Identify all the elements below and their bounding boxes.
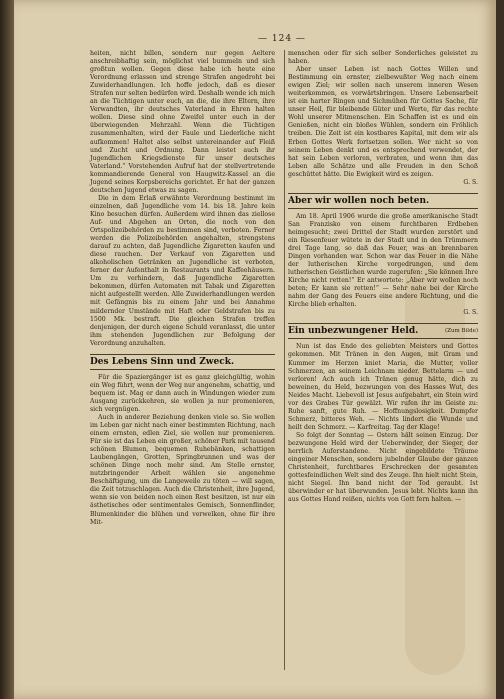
article-paragraph: Auch in anderer Beziehung denken viele so. Sie wollen im Leben gar nicht nach einer bestimmten Richtung, nach einem ernsten, edlen Ziel, sie wollen nur promenieren. Für sie ist das Leben ein großer, schöner Park mit tausend schönen Blumen, bequemen Ruhebänken, schattigen Laubengängen, Grotten, Springbrunnen und was der schönen Dinge noch mehr sind. Am Stelle ernster, nutzbringender Arbeit wählen sie angenehme Beschäftigung, um die Langeweile zu töten — will sagen, die Zeit totzuschlagen. Auch die Christenheit, ihre Jugend, wenn sie von beiden noch einen Rest besitzen, ist nur ein ästhetisches oder sentimentales Gemisch, Sonnenflinder, Blumenkinder die blühen und verwelken, ohne für ihre Mit- <box>90 413 275 526</box>
heading-note: (Zum Bilde) <box>445 328 478 335</box>
left-column <box>90 50 275 527</box>
article-paragraph: Nun ist das Ende des geliebten Meisters und Gottes gekommen. Mit Tränen in den Augen, mit Gram und Kummer im Herzen kniet Maria, die Mutter, voller Schmerzen, an seinem Leichnam nieder. Bettelarm — und verloren! Ach auch ich Tränen genug hätte, dich zu beweinen, du Held, bezwungen von des Hasses Wut, des Neides Macht. Liebevoll ist Jesus aufgebahrt, ein Stein wird vor des Grabes Tür gewälzt. Wir rufen ihr im Geiste zu: Ruhe sanft, gute Ruh. — Hoffnungslosigkeit. Dumpfer Schmerz, bitteres Weh. — Nichts lindert die Wunde und heilt den Schmerz. — Karfreitag. Tag der Klage! <box>288 343 478 431</box>
article-paragraph: Für die Spaziergänger ist es ganz gleichgültig, wohin ein Weg führt, wenn der Weg nur angenehm, schattig, und bequem ist. Mag er dann auch in Windungen wieder zum Ausgang zurückkehren, sie wollen ja nur promenieren, sich vergnügen. <box>90 373 275 413</box>
signature: G. S. <box>463 178 478 186</box>
section-heading <box>90 354 275 370</box>
section-heading <box>288 323 478 339</box>
article-paragraph: menschen oder für sich selber Sonderliches geleistet zu haben. <box>288 50 478 66</box>
heading-title: Ein unbezwungener Held. <box>288 326 419 337</box>
right-column <box>288 50 478 504</box>
column-rule <box>284 50 285 670</box>
heading-title: Des Lebens Sinn und Zweck. <box>90 356 235 367</box>
article-paragraph: Aber unser Leben ist nach Gottes Willen und Bestimmung ein ernster, zielbewußter Weg nach einem ewigen Ziel; wir sollen nach unserem inneren Wesen weiterkommen, es vorwärtsbringen. Unsere Lebensarbeit ist ein harter Ringen und Sichmühen für Gottes Sache, für unser Heil, für bleibende Güter und Werte, für das rechte Wohl unserer Mitmenschen. Ein Schaffen ist es und ein Genießen, nicht ein bloßes Wühlen, sondern ein Fröhlich treiben. Die Zeit ist ein kostbares Kapital, mit dem wir als Erben Gottes Werk fortsetzen sollen. Wer nicht so von seinem Leben denkt und es entsprechend verwendet, der hat sein Leben verloren, verbraten, und wenn ihm das Leben alle Schätze und alle Freuden in den Schoß geschüttet hätte. Die Ewigkeit wird es zeigen. <box>288 66 478 178</box>
page-number: — 124 — <box>258 34 306 44</box>
article-paragraph: So folgt der Sonntag — Ostern hält seinen Einzug. Der bezwungene Held wird der Ueberwinder, der Sieger, der herrlich Auferstandene. Nicht eingebildete Träume eingeiner Menschen, sondern jubelnder Glaube der ganzen Christenheit, furchtbares Erschrecken der gesamten gottesfeindlichen Welt sind des Zeuge. Ihn hielt nicht Stein, nicht Siegel. Ihn band nicht der Tod geraubt. Ist überwinder er hat überwunden. Jesus lebt. Nichts kann ihn aus Gottes Hand reißen, nichts von Gott fern halten. — <box>288 431 478 504</box>
article-paragraph: Am 18. April 1906 wurde die große amerikanische Stadt San Franzisko von einem furchtbaren Erdbeben heimgesucht; zwei Drittel der Stadt wurden zerstört und ein Riesenfeuer wütete in der Stadt und in den Trümmern drei Tage lang, so daß das Feuer, was an brennbaren Dingen vorhanden war. Schon war das Feuer in die Nähe der lutherischen Kirche vorgedrungen, und dem lutherischen Geistlichen wurde zugerufen: „Sie können Ihre Kirche nicht retten!“ Er antwortete: „Aber wir wollen noch beten; Er kann sie retten!“ — Sehr nahe bei der Kirche nahm der Gang des Feuers eine andere Richtung, und die Kirche blieb erhalten. <box>288 212 478 309</box>
signature: G. S. <box>463 309 478 317</box>
article-paragraph: heiten, nicht billen, sondern nur gegen Aeltere anschreibhaftig sein, möglichst viel bummeln und sich großtun wollen. Gegen diese habe ich heute eine Verordnung erlassen und strenge Strafen angedroht bei Zuwiderhandlungen. Ich hoffe jedoch, daß es dieser Strafen nur selten bedürfen wird. Deshalb wende ich mich an die Tüchtigen unter euch, an die, die ihre Eltern, ihre Verwandten, ihr deutsches Vaterland in Ehren halten wollen. Diese sind ohne Zweifel unter euch in der überwiegenden Mehrzahl. Wenn die Tüchtigen zusammenhalten, wird der Faule und Liederliche nicht aufkommen! Haltet also selbst untereinander auf Fleiß und Zucht und Ordnung. Dann leistet auch ihr Jugendlichen Kriegsdienste für unser deutsches Vaterland.“ Vorstehenden Aufruf hat der stellvertretende kommandierende General von Haugwitz-Kassel an die Jugend seines Korpsbereichs gerichtet. Er hat der ganzen deutschen Jugend etwas zu sagen. <box>90 50 275 194</box>
article-paragraph: Die in dem Erlaß erwähnte Verordnung bestimmt im einzelnen, daß Jugendliche vom 14. bis 18. Jahre kein Kino besuchen dürfen. Außerdem wird ihnen das ziellose Auf- und Abgehen an Orten, die noch von den Ortspolizeibehörden zu bestimmen sind, verboten. Ferner werden die Polizeibehörden angehalten, strengstens darauf zu achten, daß Jugendliche Zigaretten kaufen und diese rauchen. Der Verkauf von Zigaretten und alkoholischen Getränken an Jugendliche ist verboten, ferner der Aufenthalt in Restaurants und Kaffeehäusern. Um zu verhindern, daß Jugendliche Zigaretten bekommen, dürfen Automaten mit Tabak und Zigaretten nicht aufgestellt werden. Alle Zuwiderhandlungen werden mit Gefängnis bis zu einem Jahr und bei Annahme mildernder Umstände mit Haft oder Geldstrafen bis zu 1500 Mk. bestraft. Die gleichen Strafen treffen denjenigen, der durch eigene Schuld veranlasst, die unter ihm stehenden Jugendlichen zur Befolgung der Verordnung anzuhalten. <box>90 194 275 347</box>
heading-title: Aber wir wollen noch beten. <box>288 195 430 206</box>
section-heading <box>288 193 478 209</box>
